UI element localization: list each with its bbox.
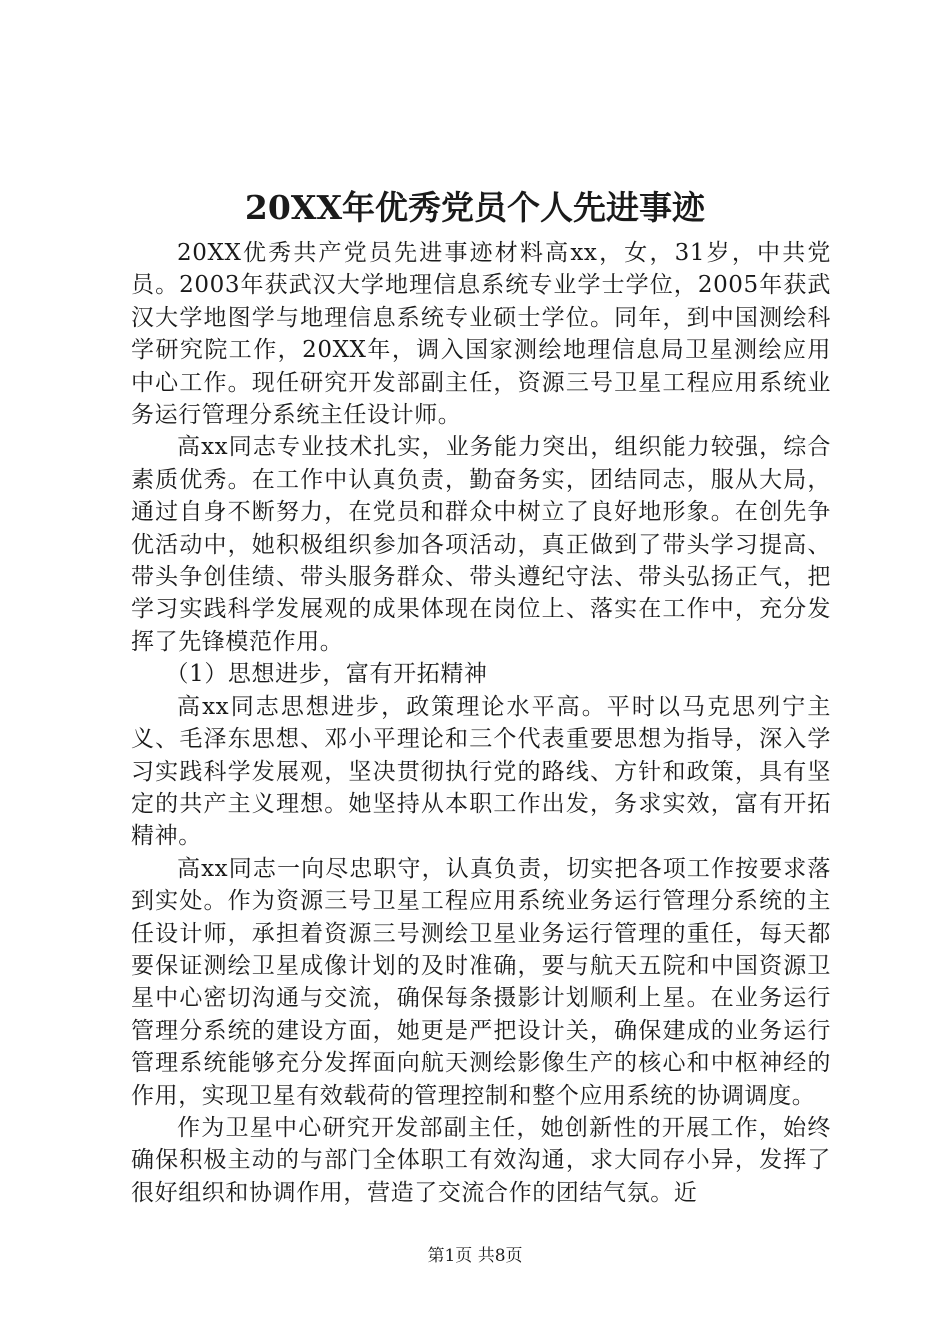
- paragraph-duty: 高xx同志一向尽忠职守，认真负责，切实把各项工作按要求落到实处。作为资源三号卫星工程应用系统业务运行管理分系统的主任设计师，承担着资源三号测绘卫星业务运行管理的重任，每天都要保证测绘卫星成像计划的及时准确，要与航天五院和中国资源卫星中心密切沟通与交流，确保每条摄影计划顺利上星。在业务运行管理分系统的建设方面，她更是严把设计关，确保建成的业务运行管理系统能够充分发挥面向航天测绘影像生产的核心和中枢神经的作用，实现卫星有效载荷的管理控制和整个应用系统的协调调度。: [131, 855, 831, 1109]
- document-title: 20XX年优秀党员个人先进事迹: [244, 188, 706, 227]
- document-body: [131, 237, 831, 1209]
- page-number: 第1页 共8页: [427, 1246, 523, 1266]
- paragraph-deputy-director: 作为卫星中心研究开发部副主任，她创新性的开展工作，始终确保积极主动的与部门全体职工有效沟通，求大同存小异，发挥了很好组织和协调作用，营造了交流合作的团结气氛。近: [131, 1114, 831, 1206]
- paragraph-intro: 20XX优秀共产党员先进事迹材料高xx，女，31岁，中共党员。2003年获武汉大学地理信息系统专业学士学位，2005年获武汉大学地图学与地理信息系统专业硕士学位。同年，到中国测绘科学研究院工作，20XX年，调入国家测绘地理信息局卫星测绘应用中心工作。现任研究开发部副主任，资源三号卫星工程应用系统业务运行管理分系统主任设计师。: [131, 240, 831, 429]
- page-footer: [0, 1245, 950, 1267]
- paragraph-summary: 高xx同志专业技术扎实，业务能力突出，组织能力较强，综合素质优秀。在工作中认真负责，勤奋务实，团结同志，服从大局，通过自身不断努力，在党员和群众中树立了良好地形象。在创先争优活动中，她积极组织参加各项活动，真正做到了带头学习提高、带头争创佳绩、带头服务群众、带头遵纪守法、带头弘扬正气，把学习实践科学发展观的成果体现在岗位上、落实在工作中，充分发挥了先锋模范作用。: [131, 434, 831, 655]
- paragraph-ideology: 高xx同志思想进步，政策理论水平高。平时以马克思列宁主义、毛泽东思想、邓小平理论和三个代表重要思想为指导，深入学习实践科学发展观，坚决贯彻执行党的路线、方针和政策，具有坚定的共产主义理想。她坚持从本职工作出发，务求实效，富有开拓精神。: [131, 693, 831, 850]
- section-heading: （1）思想进步，富有开拓精神: [165, 661, 488, 688]
